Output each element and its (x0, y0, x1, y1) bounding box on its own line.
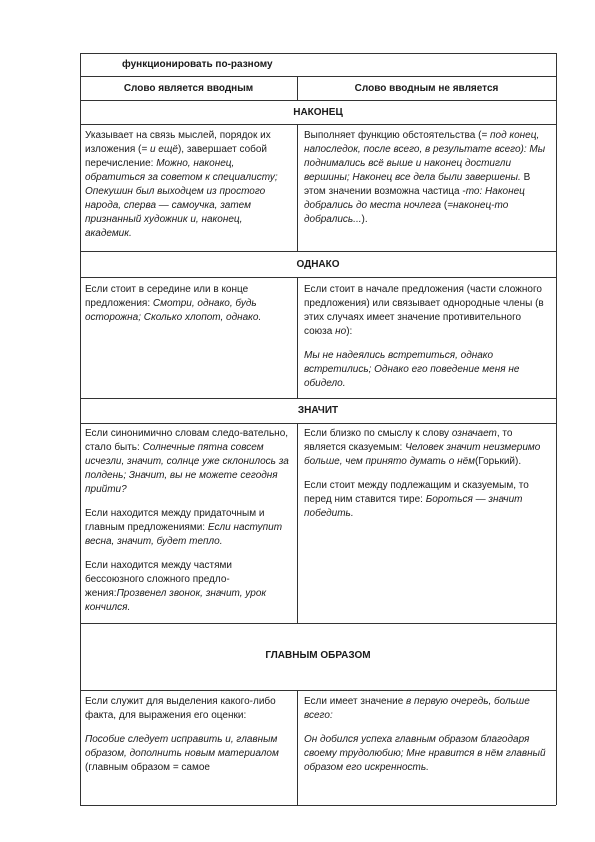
plain-text: Выполняет функцию обстоятельства ( (304, 130, 482, 141)
italic-text: то: Наконец добрались до места ночлега (304, 186, 525, 211)
cell-odnako-introductory (85, 283, 289, 335)
cell-paragraph (304, 695, 551, 723)
plain-text: Если служит для выделения какого-либо факта, для выражения его оценки: (85, 696, 276, 721)
plain-text: Если находится между частями бессоюзного сложного предло-жения: (85, 560, 233, 599)
plain-text: Если стоит между подлежащим и сказуемым, то перед ним ставится тире: (304, 480, 529, 505)
section-title-znachit: ЗНАЧИТ (297, 405, 339, 416)
cell-paragraph (304, 733, 551, 775)
plain-text: Если синонимично словам следо-вательно, стало быть: (85, 428, 289, 453)
cell-znachit-introductory (85, 427, 289, 625)
cell-paragraph (304, 349, 551, 391)
cell-paragraph (85, 427, 289, 497)
italic-text: Человек значит неизмеримо больше, чем принято думать о нём (304, 442, 541, 467)
italic-text: = под конец, напоследок, после всего, в результате всего): Мы поднимались всё выше и наконец достигли вершины; Наконец все дела были завершены. (304, 130, 546, 183)
plain-text: Если находится между придаточным и главным предложениями: (85, 508, 265, 533)
plain-text: Указывает на связь мыслей, порядок их изложения ( (85, 130, 271, 155)
rules-table (80, 53, 556, 805)
cell-paragraph (304, 479, 551, 521)
cell-paragraph (304, 129, 551, 227)
column-header-introductory: Слово является вводным (123, 83, 254, 94)
table-top-text: функционировать по-разному (122, 59, 273, 70)
plain-text: ): (346, 326, 353, 337)
cell-nakonets-not-introductory (304, 129, 551, 237)
plain-text: Если близко по смыслу к слову (304, 428, 452, 439)
cell-znachit-not-introductory (304, 427, 551, 531)
italic-text: = и ещё (141, 144, 178, 155)
italic-text: Бороться — значит победить. (304, 494, 523, 519)
italic-text: Если наступит весна, значит, будет тепло. (85, 522, 283, 547)
italic-text: Прозвенел звонок, значит, урок кончился. (85, 588, 267, 613)
section-title-odnako: ОДНАКО (296, 259, 340, 270)
cell-glavnym-obrazom-introductory (85, 695, 289, 785)
italic-text: Смотри, однако, будь осторожна; Сколько хлопот, однако. (85, 298, 262, 323)
cell-paragraph (85, 129, 289, 241)
cell-paragraph (85, 283, 289, 325)
italic-text: Солнечные пятна совсем исчезли, значит, солнце уже склонилось за полдень; Значит, вы не можете сегодня прийти? (85, 442, 289, 495)
italic-text: в первую очередь, больше всего: (304, 696, 530, 721)
italic-text: но (335, 326, 347, 337)
plain-text: ( (441, 200, 448, 211)
italic-text: Можно, наконец, обратиться за советом к специалисту; Опекушин был выходцем из простого народа, сперва — самоучка, затем признанный художник и, наконец, академик. (85, 158, 278, 239)
plain-text: ). (361, 214, 368, 225)
cell-paragraph (85, 695, 289, 723)
italic-text: Мы не надеялись встретиться, однако встретились; Однако его поведение меня не обидело. (304, 350, 520, 389)
cell-paragraph (85, 507, 289, 549)
cell-glavnym-obrazom-not-introductory (304, 695, 551, 785)
cell-paragraph (85, 559, 289, 615)
cell-paragraph (85, 733, 289, 775)
plain-text: Если стоит в середине или в конце предложения: (85, 284, 249, 309)
italic-text: означает (451, 428, 497, 439)
cell-paragraph (304, 283, 551, 339)
plain-text: Если стоит в начале предложения (части сложного предложения) или связывает однородные члены (в этих случаях имеет значение противительного союза (304, 284, 544, 337)
plain-text: ), завершает собой перечисление: (85, 144, 268, 169)
section-title-glavnym-obrazom: ГЛАВНЫМ ОБРАЗОМ (265, 650, 371, 661)
plain-text: (главным образом = самое (85, 762, 210, 773)
italic-text: =наконец-то добрались... (304, 200, 509, 225)
column-header-not-introductory: Слово вводным не является (354, 83, 499, 94)
cell-nakonets-introductory (85, 129, 289, 251)
plain-text: Если имеет значение (304, 696, 407, 707)
plain-text: (Горький). (475, 456, 522, 467)
cell-odnako-not-introductory (304, 283, 551, 401)
cell-paragraph (304, 427, 551, 469)
plain-text: , то является сказуемым: (304, 428, 513, 453)
italic-text: Он добился успеха главным образом благодаря своему трудолюбию; Мне нравится в нём главный образом его искренность. (304, 734, 546, 773)
section-title-nakonets: НАКОНЕЦ (293, 107, 343, 118)
plain-text: В этом значении возможна частица - (304, 172, 531, 197)
italic-text: Пособие следует исправить и, главным образом, дополнить новым материалом (85, 734, 279, 759)
